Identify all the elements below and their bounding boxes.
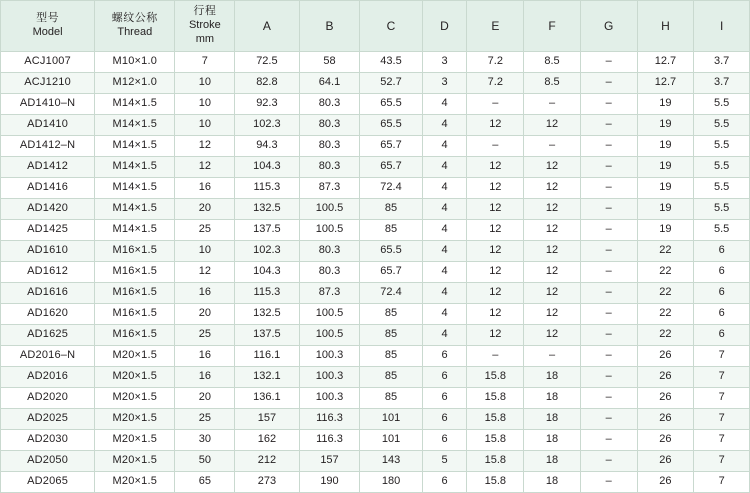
cell-a: 104.3 [235, 157, 299, 178]
cell-f: 12 [524, 157, 581, 178]
table-row [1, 388, 750, 409]
cell-g: – [580, 304, 637, 325]
table-row [1, 199, 750, 220]
cell-thread: M16×1.5 [95, 241, 175, 262]
cell-d: 6 [422, 430, 467, 451]
cell-g: – [580, 115, 637, 136]
cell-stroke: 50 [175, 451, 235, 472]
cell-a: 162 [235, 430, 299, 451]
cell-a: 132.5 [235, 199, 299, 220]
cell-i: 7 [694, 451, 750, 472]
cell-h: 26 [637, 472, 694, 493]
cell-g: – [580, 325, 637, 346]
cell-model: AD2065 [1, 472, 95, 493]
cell-f: 12 [524, 199, 581, 220]
cell-f: 8.5 [524, 73, 581, 94]
table-row [1, 283, 750, 304]
table-header [1, 1, 750, 52]
column-header-stroke-en: Stroke [188, 19, 221, 32]
cell-a: 72.5 [235, 52, 299, 73]
cell-model: AD1410–N [1, 94, 95, 115]
cell-stroke: 30 [175, 430, 235, 451]
column-header-model-cn: 型号 [36, 12, 60, 25]
cell-e: 12 [467, 304, 524, 325]
cell-model: AD1412–N [1, 136, 95, 157]
column-header-stroke-cn: 行程 [193, 5, 217, 18]
cell-b: 80.3 [299, 136, 360, 157]
table-row [1, 472, 750, 493]
cell-c: 85 [360, 367, 422, 388]
cell-e: – [467, 346, 524, 367]
cell-c: 143 [360, 451, 422, 472]
column-header-f: F [524, 1, 581, 52]
cell-c: 85 [360, 346, 422, 367]
cell-c: 85 [360, 388, 422, 409]
cell-d: 6 [422, 472, 467, 493]
cell-b: 80.3 [299, 115, 360, 136]
cell-h: 12.7 [637, 52, 694, 73]
cell-thread: M20×1.5 [95, 367, 175, 388]
cell-g: – [580, 94, 637, 115]
cell-e: 7.2 [467, 52, 524, 73]
cell-d: 6 [422, 367, 467, 388]
cell-e: 15.8 [467, 451, 524, 472]
cell-f: 18 [524, 409, 581, 430]
column-header-i: I [694, 1, 750, 52]
cell-i: 6 [694, 241, 750, 262]
cell-b: 157 [299, 451, 360, 472]
cell-i: 6 [694, 304, 750, 325]
table-row [1, 304, 750, 325]
cell-i: 7 [694, 472, 750, 493]
cell-h: 26 [637, 388, 694, 409]
cell-f: 12 [524, 262, 581, 283]
cell-c: 65.7 [360, 136, 422, 157]
cell-model: ACJ1210 [1, 73, 95, 94]
cell-stroke: 25 [175, 325, 235, 346]
cell-thread: M20×1.5 [95, 388, 175, 409]
cell-thread: M14×1.5 [95, 178, 175, 199]
cell-model: AD1425 [1, 220, 95, 241]
cell-thread: M20×1.5 [95, 451, 175, 472]
cell-b: 100.5 [299, 220, 360, 241]
cell-a: 102.3 [235, 115, 299, 136]
cell-e: 7.2 [467, 73, 524, 94]
cell-a: 212 [235, 451, 299, 472]
cell-h: 22 [637, 304, 694, 325]
cell-f: 12 [524, 304, 581, 325]
cell-h: 26 [637, 367, 694, 388]
cell-f: 12 [524, 115, 581, 136]
cell-e: 12 [467, 283, 524, 304]
cell-h: 22 [637, 325, 694, 346]
cell-thread: M16×1.5 [95, 304, 175, 325]
cell-c: 65.7 [360, 262, 422, 283]
cell-a: 157 [235, 409, 299, 430]
cell-stroke: 10 [175, 94, 235, 115]
cell-b: 100.5 [299, 304, 360, 325]
cell-thread: M20×1.5 [95, 430, 175, 451]
cell-stroke: 20 [175, 388, 235, 409]
cell-stroke: 25 [175, 220, 235, 241]
cell-thread: M16×1.5 [95, 262, 175, 283]
cell-h: 22 [637, 262, 694, 283]
cell-c: 85 [360, 199, 422, 220]
cell-model: ACJ1007 [1, 52, 95, 73]
cell-h: 26 [637, 409, 694, 430]
cell-i: 5.5 [694, 199, 750, 220]
cell-a: 136.1 [235, 388, 299, 409]
cell-model: AD2050 [1, 451, 95, 472]
cell-b: 80.3 [299, 241, 360, 262]
cell-b: 100.3 [299, 346, 360, 367]
cell-e: – [467, 94, 524, 115]
cell-g: – [580, 262, 637, 283]
cell-i: 5.5 [694, 94, 750, 115]
cell-b: 64.1 [299, 73, 360, 94]
cell-f: 12 [524, 178, 581, 199]
column-header-b: B [299, 1, 360, 52]
cell-a: 92.3 [235, 94, 299, 115]
cell-f: 8.5 [524, 52, 581, 73]
cell-model: AD1625 [1, 325, 95, 346]
cell-e: – [467, 136, 524, 157]
cell-thread: M16×1.5 [95, 325, 175, 346]
column-header-a: A [235, 1, 299, 52]
cell-i: 3.7 [694, 52, 750, 73]
cell-b: 80.3 [299, 94, 360, 115]
cell-c: 65.5 [360, 115, 422, 136]
cell-d: 4 [422, 220, 467, 241]
table-header-row [1, 1, 750, 52]
cell-a: 137.5 [235, 325, 299, 346]
table-row [1, 136, 750, 157]
cell-c: 101 [360, 430, 422, 451]
cell-h: 19 [637, 178, 694, 199]
cell-c: 65.7 [360, 157, 422, 178]
cell-e: 12 [467, 220, 524, 241]
cell-i: 6 [694, 283, 750, 304]
cell-thread: M14×1.5 [95, 199, 175, 220]
cell-a: 82.8 [235, 73, 299, 94]
cell-h: 19 [637, 199, 694, 220]
table-row [1, 178, 750, 199]
cell-a: 115.3 [235, 178, 299, 199]
cell-e: 12 [467, 199, 524, 220]
cell-g: – [580, 220, 637, 241]
column-header-g: G [580, 1, 637, 52]
table-row [1, 430, 750, 451]
cell-g: – [580, 367, 637, 388]
table-row [1, 94, 750, 115]
cell-f: – [524, 94, 581, 115]
cell-h: 26 [637, 451, 694, 472]
cell-thread: M16×1.5 [95, 283, 175, 304]
cell-thread: M12×1.0 [95, 73, 175, 94]
cell-b: 58 [299, 52, 360, 73]
cell-d: 4 [422, 241, 467, 262]
cell-stroke: 10 [175, 73, 235, 94]
cell-a: 132.5 [235, 304, 299, 325]
cell-g: – [580, 409, 637, 430]
cell-e: 15.8 [467, 388, 524, 409]
cell-d: 4 [422, 283, 467, 304]
cell-c: 101 [360, 409, 422, 430]
cell-stroke: 10 [175, 241, 235, 262]
table-row [1, 451, 750, 472]
cell-model: AD1616 [1, 283, 95, 304]
column-header-stroke-unit: mm [195, 32, 215, 45]
cell-h: 22 [637, 241, 694, 262]
cell-stroke: 16 [175, 178, 235, 199]
cell-h: 19 [637, 136, 694, 157]
cell-e: 12 [467, 178, 524, 199]
cell-f: – [524, 346, 581, 367]
cell-h: 19 [637, 157, 694, 178]
cell-d: 4 [422, 199, 467, 220]
cell-d: 4 [422, 94, 467, 115]
cell-model: AD2030 [1, 430, 95, 451]
cell-d: 4 [422, 262, 467, 283]
cell-d: 4 [422, 178, 467, 199]
cell-e: 15.8 [467, 430, 524, 451]
cell-thread: M14×1.5 [95, 157, 175, 178]
table-row [1, 409, 750, 430]
column-header-thread-en: Thread [117, 26, 153, 38]
cell-stroke: 16 [175, 346, 235, 367]
cell-g: – [580, 283, 637, 304]
cell-e: 12 [467, 157, 524, 178]
column-header-h: H [637, 1, 694, 52]
cell-model: AD2016 [1, 367, 95, 388]
table-row [1, 115, 750, 136]
cell-stroke: 16 [175, 283, 235, 304]
cell-i: 7 [694, 346, 750, 367]
cell-stroke: 7 [175, 52, 235, 73]
cell-e: 15.8 [467, 367, 524, 388]
cell-stroke: 65 [175, 472, 235, 493]
cell-d: 5 [422, 451, 467, 472]
cell-model: AD1610 [1, 241, 95, 262]
cell-h: 22 [637, 283, 694, 304]
cell-model: AD2020 [1, 388, 95, 409]
cell-a: 132.1 [235, 367, 299, 388]
table-row [1, 73, 750, 94]
column-header-model [1, 1, 95, 52]
cell-g: – [580, 472, 637, 493]
column-header-d: D [422, 1, 467, 52]
cell-g: – [580, 73, 637, 94]
cell-b: 190 [299, 472, 360, 493]
cell-i: 7 [694, 388, 750, 409]
cell-model: AD1420 [1, 199, 95, 220]
cell-c: 85 [360, 304, 422, 325]
cell-g: – [580, 430, 637, 451]
cell-e: 15.8 [467, 472, 524, 493]
cell-c: 72.4 [360, 283, 422, 304]
table-row [1, 157, 750, 178]
cell-f: 18 [524, 388, 581, 409]
cell-g: – [580, 52, 637, 73]
cell-model: AD1416 [1, 178, 95, 199]
cell-d: 4 [422, 157, 467, 178]
cell-b: 100.5 [299, 325, 360, 346]
cell-a: 116.1 [235, 346, 299, 367]
cell-f: 12 [524, 241, 581, 262]
cell-stroke: 10 [175, 115, 235, 136]
cell-i: 7 [694, 430, 750, 451]
cell-c: 85 [360, 325, 422, 346]
cell-f: – [524, 136, 581, 157]
cell-i: 3.7 [694, 73, 750, 94]
cell-c: 65.5 [360, 94, 422, 115]
cell-i: 6 [694, 325, 750, 346]
cell-d: 6 [422, 388, 467, 409]
cell-e: 12 [467, 241, 524, 262]
table-row [1, 241, 750, 262]
cell-model: AD1410 [1, 115, 95, 136]
cell-f: 12 [524, 325, 581, 346]
cell-c: 72.4 [360, 178, 422, 199]
cell-thread: M14×1.5 [95, 94, 175, 115]
cell-thread: M10×1.0 [95, 52, 175, 73]
cell-c: 65.5 [360, 241, 422, 262]
cell-i: 6 [694, 262, 750, 283]
table-row [1, 346, 750, 367]
cell-e: 12 [467, 325, 524, 346]
cell-b: 80.3 [299, 262, 360, 283]
cell-stroke: 25 [175, 409, 235, 430]
cell-b: 100.3 [299, 367, 360, 388]
cell-c: 43.5 [360, 52, 422, 73]
cell-stroke: 20 [175, 304, 235, 325]
cell-f: 12 [524, 283, 581, 304]
cell-e: 15.8 [467, 409, 524, 430]
cell-f: 18 [524, 430, 581, 451]
cell-c: 180 [360, 472, 422, 493]
cell-a: 137.5 [235, 220, 299, 241]
cell-i: 5.5 [694, 178, 750, 199]
table-row [1, 367, 750, 388]
cell-g: – [580, 157, 637, 178]
cell-b: 80.3 [299, 157, 360, 178]
cell-h: 19 [637, 220, 694, 241]
cell-i: 7 [694, 367, 750, 388]
cell-a: 104.3 [235, 262, 299, 283]
cell-a: 115.3 [235, 283, 299, 304]
cell-h: 12.7 [637, 73, 694, 94]
column-header-model-en: Model [32, 26, 63, 38]
cell-h: 19 [637, 94, 694, 115]
cell-model: AD1620 [1, 304, 95, 325]
cell-c: 85 [360, 220, 422, 241]
cell-f: 18 [524, 451, 581, 472]
cell-h: 26 [637, 430, 694, 451]
cell-b: 100.5 [299, 199, 360, 220]
table-row [1, 262, 750, 283]
cell-h: 26 [637, 346, 694, 367]
cell-b: 100.3 [299, 388, 360, 409]
column-header-thread-cn: 螺纹公称 [111, 12, 158, 25]
cell-model: AD2016–N [1, 346, 95, 367]
cell-d: 4 [422, 325, 467, 346]
cell-i: 5.5 [694, 115, 750, 136]
cell-stroke: 12 [175, 262, 235, 283]
cell-f: 18 [524, 367, 581, 388]
cell-d: 6 [422, 346, 467, 367]
cell-b: 87.3 [299, 283, 360, 304]
table-body [1, 52, 750, 493]
cell-thread: M20×1.5 [95, 346, 175, 367]
cell-model: AD1412 [1, 157, 95, 178]
cell-h: 19 [637, 115, 694, 136]
column-header-c: C [360, 1, 422, 52]
cell-i: 5.5 [694, 220, 750, 241]
cell-thread: M20×1.5 [95, 409, 175, 430]
cell-b: 116.3 [299, 430, 360, 451]
cell-e: 12 [467, 115, 524, 136]
cell-a: 102.3 [235, 241, 299, 262]
column-header-e: E [467, 1, 524, 52]
cell-d: 6 [422, 409, 467, 430]
cell-i: 5.5 [694, 157, 750, 178]
cell-g: – [580, 136, 637, 157]
cell-model: AD2025 [1, 409, 95, 430]
cell-stroke: 16 [175, 367, 235, 388]
cell-stroke: 20 [175, 199, 235, 220]
cell-i: 7 [694, 409, 750, 430]
cell-a: 94.3 [235, 136, 299, 157]
cell-f: 12 [524, 220, 581, 241]
column-header-thread [95, 1, 175, 52]
table-row [1, 220, 750, 241]
cell-d: 4 [422, 115, 467, 136]
cell-i: 5.5 [694, 136, 750, 157]
cell-f: 18 [524, 472, 581, 493]
cell-g: – [580, 178, 637, 199]
cell-d: 3 [422, 52, 467, 73]
cell-b: 87.3 [299, 178, 360, 199]
cell-thread: M14×1.5 [95, 220, 175, 241]
cell-stroke: 12 [175, 157, 235, 178]
cell-d: 4 [422, 304, 467, 325]
table-row [1, 325, 750, 346]
cell-g: – [580, 346, 637, 367]
cell-e: 12 [467, 262, 524, 283]
cell-g: – [580, 451, 637, 472]
cell-g: – [580, 199, 637, 220]
cell-stroke: 12 [175, 136, 235, 157]
cell-thread: M20×1.5 [95, 472, 175, 493]
cell-thread: M14×1.5 [95, 136, 175, 157]
cell-g: – [580, 241, 637, 262]
cell-c: 52.7 [360, 73, 422, 94]
cell-g: – [580, 388, 637, 409]
cell-model: AD1612 [1, 262, 95, 283]
cell-a: 273 [235, 472, 299, 493]
cell-d: 3 [422, 73, 467, 94]
column-header-stroke [175, 1, 235, 52]
cell-b: 116.3 [299, 409, 360, 430]
table-row [1, 52, 750, 73]
cell-thread: M14×1.5 [95, 115, 175, 136]
cell-d: 4 [422, 136, 467, 157]
